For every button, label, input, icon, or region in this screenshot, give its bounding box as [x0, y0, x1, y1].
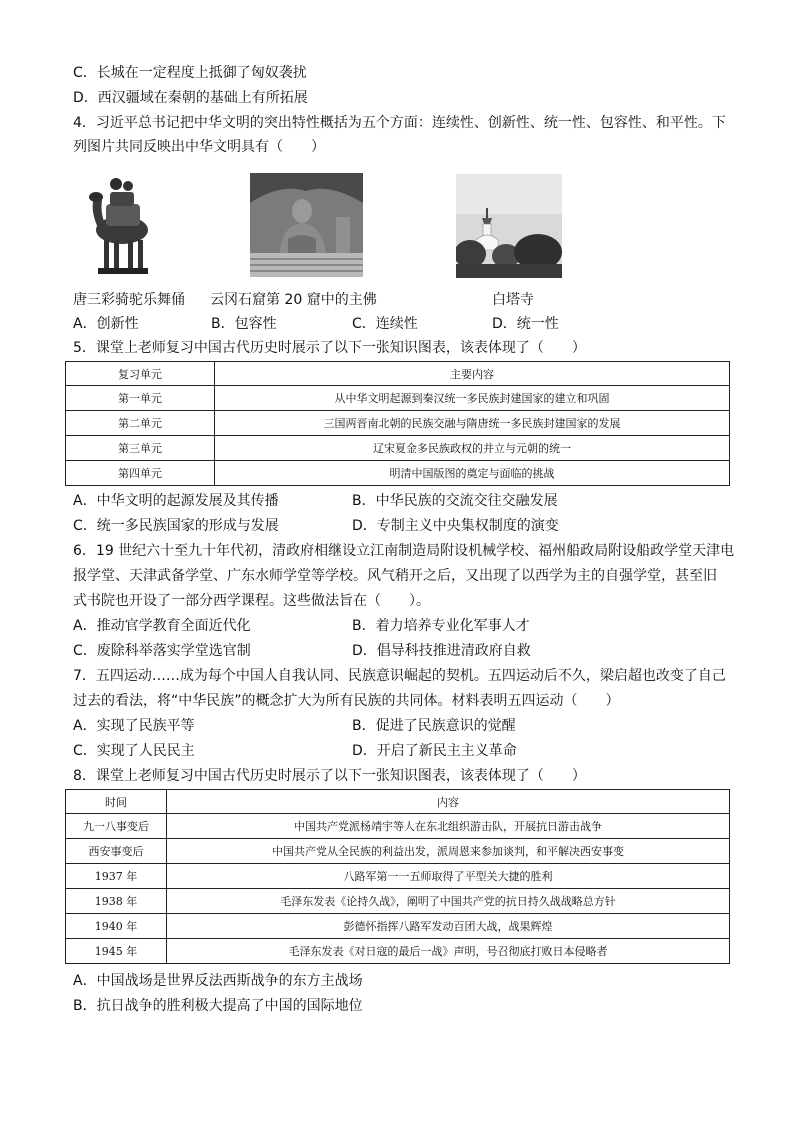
table-row — [66, 864, 730, 889]
q8-table-header-row — [66, 790, 730, 814]
q6-option-b: B．着力培养专业化军事人才 — [352, 618, 530, 634]
q6-option-a: A．推动官学教育全面近代化 — [73, 618, 251, 634]
table-row — [66, 814, 730, 839]
table-row — [66, 436, 730, 461]
q8-cell-time: 西安事变后 — [66, 839, 167, 864]
q7-stem-line1: 7．五四运动……成为每个中国人自我认同、民族意识崛起的契机。五四运动后不久，梁启超也改变了自己 — [73, 668, 726, 684]
q8-cell-content: 中国共产党派杨靖宇等人在东北组织游击队，开展抗日游击战争 — [167, 814, 730, 839]
table-row — [66, 914, 730, 939]
q7-option-a: A．实现了民族平等 — [73, 718, 195, 734]
q8-cell-content: 中国共产党从全民族的利益出发，派周恩来参加谈判，和平解决西安事变 — [167, 839, 730, 864]
q6-stem-line2: 报学堂、天津武备学堂、广东水师学堂等学校。风气稍开之后，又出现了以西学为主的自强学堂，甚至旧 — [73, 568, 717, 584]
q3-option-c: C．长城在一定程度上抵御了匈奴袭扰 — [73, 65, 307, 81]
camel-figurine-image — [82, 170, 160, 280]
q6-option-d: D．倡导科技推进清政府自救 — [352, 643, 531, 659]
q8-cell-time: 九一八事变后 — [66, 814, 167, 839]
q5-option-b: B．中华民族的交流交往交融发展 — [352, 493, 558, 509]
q8-cell-time: 1937 年 — [66, 864, 167, 889]
q5-header-content: 主要内容 — [215, 362, 730, 386]
q5-cell-content: 辽宋夏金多民族政权的并立与元朝的统一 — [215, 436, 730, 461]
q8-cell-content: 毛泽东发表《论持久战》，阐明了中国共产党的抗日持久战战略总方针 — [167, 889, 730, 914]
caption-pagoda: 白塔寺 — [492, 292, 534, 308]
q5-cell-content: 明清中国版图的奠定与面临的挑战 — [215, 461, 730, 486]
q8-cell-time: 1945 年 — [66, 939, 167, 964]
q4-stem-line2: 列图片共同反映出中华文明具有（ ） — [73, 139, 325, 155]
table-row — [66, 839, 730, 864]
q8-option-a: A．中国战场是世界反法西斯战争的东方主战场 — [73, 973, 363, 989]
q5-option-c: C．统一多民族国家的形成与发展 — [73, 518, 279, 534]
q4-option-a: A．创新性 — [73, 316, 139, 332]
q5-option-a: A．中华文明的起源发展及其传播 — [73, 493, 279, 509]
q5-stem: 5．课堂上老师复习中国古代历史时展示了以下一张知识图表，该表体现了（ ） — [73, 340, 586, 356]
q7-option-c: C．实现了人民民主 — [73, 743, 195, 759]
q4-stem-line1: 4．习近平总书记把中华文明的突出特性概括为五个方面：连续性、创新性、统一性、包容性、和平性。下 — [73, 115, 726, 131]
yungang-buddha-image — [250, 173, 363, 277]
q8-cell-time: 1938 年 — [66, 889, 167, 914]
caption-yungang: 云冈石窟第 20 窟中的主佛 — [210, 292, 377, 308]
q8-cell-content: 八路军第一一五师取得了平型关大捷的胜利 — [167, 864, 730, 889]
q7-stem-line2: 过去的看法，将“中华民族”的概念扩大为所有民族的共同体。材料表明五四运动（ ） — [73, 693, 620, 709]
q4-option-d: D．统一性 — [492, 316, 559, 332]
q8-header-time: 时间 — [66, 790, 167, 814]
table-row — [66, 461, 730, 486]
q5-cell-unit: 第一单元 — [66, 386, 215, 411]
q3-option-d: D．西汉疆域在秦朝的基础上有所拓展 — [73, 90, 308, 106]
q6-option-c: C．废除科举落实学堂选官制 — [73, 643, 251, 659]
q8-table — [65, 789, 730, 964]
q7-option-b: B．促进了民族意识的觉醒 — [352, 718, 516, 734]
table-row — [66, 386, 730, 411]
q5-table — [65, 361, 730, 486]
q5-cell-unit: 第四单元 — [66, 461, 215, 486]
white-pagoda-image — [456, 174, 562, 278]
q5-table-header-row — [66, 362, 730, 386]
q5-option-d: D．专制主义中央集权制度的演变 — [352, 518, 559, 534]
table-row — [66, 411, 730, 436]
table-row — [66, 939, 730, 964]
q8-option-b: B．抗日战争的胜利极大提高了中国的国际地位 — [73, 998, 363, 1014]
q8-cell-time: 1940 年 — [66, 914, 167, 939]
q8-cell-content: 彭德怀指挥八路军发动百团大战，战果辉煌 — [167, 914, 730, 939]
q4-option-b: B．包容性 — [211, 316, 277, 332]
q4-option-c: C．连续性 — [352, 316, 418, 332]
caption-camel: 唐三彩骑驼乐舞俑 — [73, 292, 185, 308]
q5-cell-unit: 第三单元 — [66, 436, 215, 461]
q6-stem-line1: 6．19 世纪六十至九十年代初，清政府相继设立江南制造局附设机械学校、福州船政局附设船政学堂天津电 — [73, 543, 735, 559]
q5-cell-content: 从中华文明起源到秦汉统一多民族封建国家的建立和巩固 — [215, 386, 730, 411]
q8-header-content: 内容 — [167, 790, 730, 814]
q8-cell-content: 毛泽东发表《对日寇的最后一战》声明，号召彻底打败日本侵略者 — [167, 939, 730, 964]
q5-header-unit: 复习单元 — [66, 362, 215, 386]
q7-option-d: D．开启了新民主主义革命 — [352, 743, 517, 759]
q5-cell-content: 三国两晋南北朝的民族交融与隋唐统一多民族封建国家的发展 — [215, 411, 730, 436]
table-row — [66, 889, 730, 914]
q6-stem-line3: 式书院也开设了一部分西学课程。这些做法旨在（ ）。 — [73, 593, 430, 609]
q8-stem: 8．课堂上老师复习中国古代历史时展示了以下一张知识图表，该表体现了（ ） — [73, 768, 586, 784]
q5-cell-unit: 第二单元 — [66, 411, 215, 436]
